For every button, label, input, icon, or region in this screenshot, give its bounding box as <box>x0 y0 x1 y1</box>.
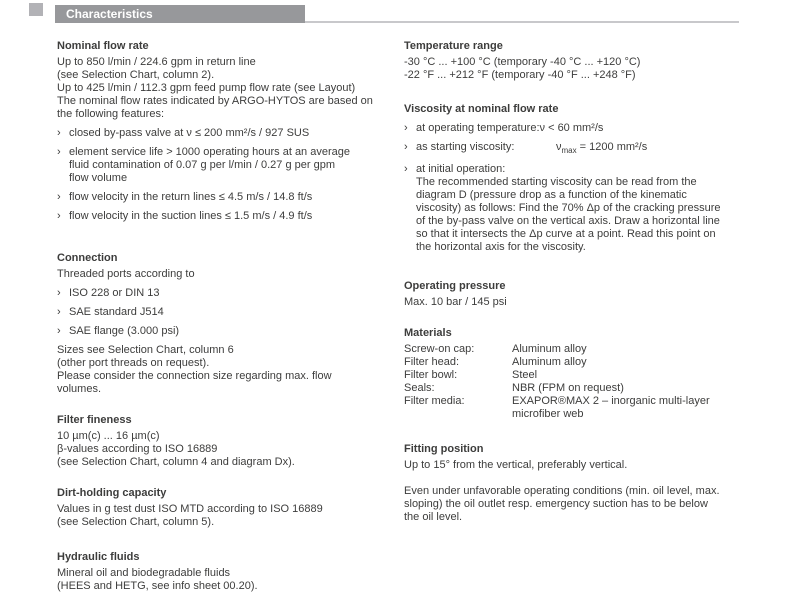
bullet-marker: › <box>57 210 61 222</box>
bullet-item <box>57 127 373 140</box>
bullet-marker: › <box>57 146 61 158</box>
section-heading: Operating pressure <box>404 280 506 292</box>
bullet-marker: › <box>57 306 61 318</box>
materials-value: Aluminum alloy <box>512 343 587 355</box>
text-line: viscosity) as follows: Find the 70% Δp of the cracking pressure <box>416 202 721 215</box>
viscosity-value: ν < 60 mm²/s <box>539 122 604 134</box>
materials-row <box>404 382 710 395</box>
section-temperature-range <box>404 40 640 82</box>
section-connection <box>57 252 332 396</box>
section-operating-pressure <box>404 280 507 309</box>
section-heading: Dirt-holding capacity <box>57 487 167 499</box>
text-line: Max. 10 bar / 145 psi <box>404 296 507 308</box>
bullet-marker: › <box>57 325 61 337</box>
section-heading: Nominal flow rate <box>57 40 149 52</box>
bullet-item <box>57 191 373 204</box>
text-line: Even under unfavorable operating conditions (min. oil level, max. <box>404 485 720 497</box>
materials-label: Screw-on cap: <box>404 343 475 355</box>
materials-label: Filter media: <box>404 395 465 407</box>
bullet-marker: › <box>404 163 408 176</box>
text-line: Threaded ports according to <box>57 268 195 280</box>
bullet-marker: › <box>404 141 408 153</box>
section-title-bar <box>55 5 305 23</box>
section-heading: Connection <box>57 252 118 264</box>
bullet-item <box>57 325 332 338</box>
bullet-text: closed by-pass valve at ν ≤ 200 mm²/s / 927 SUS <box>69 127 310 139</box>
paragraph <box>57 344 332 396</box>
bullet-text: ISO 228 or DIN 13 <box>69 287 160 299</box>
materials-row <box>404 395 710 421</box>
bullet-marker: › <box>404 122 408 134</box>
bullet-item <box>404 122 720 135</box>
section-heading: Filter fineness <box>57 414 132 426</box>
text-line: Up to 15° from the vertical, preferably vertical. <box>404 459 628 471</box>
section-filter-fineness <box>57 414 295 469</box>
text-line: (see Selection Chart, column 2). <box>57 69 215 81</box>
page-title: Characteristics <box>66 7 153 21</box>
text-line: of the by-pass valve on the vertical axis. Draw a horizontal line <box>416 215 720 228</box>
materials-row <box>404 356 710 369</box>
text-line: 10 µm(c) ... 16 µm(c) <box>57 430 160 442</box>
section-fitting-position <box>404 443 720 524</box>
bullet-text: fluid contamination of 0.07 g per l/min / 0.27 g per gpm <box>69 159 335 171</box>
bullet-item <box>57 287 332 300</box>
bullet-marker: › <box>57 127 61 139</box>
bullet-marker: › <box>57 287 61 299</box>
nu-symbol: ν <box>556 141 562 153</box>
materials-value: microfiber web <box>512 408 584 420</box>
text-line: The nominal flow rates indicated by ARGO-HYTOS are based on <box>57 95 373 107</box>
section-nominal-flow-rate <box>57 40 373 223</box>
text-line: the oil level. <box>404 511 463 523</box>
nu-subscript: max <box>561 146 577 156</box>
text-line: Up to 850 l/min / 224.6 gpm in return line <box>57 56 256 68</box>
materials-label: Filter bowl: <box>404 369 458 381</box>
text-line: Up to 425 l/min / 112.3 gpm feed pump flow rate (see Layout) <box>57 82 356 94</box>
text-line: (other port threads on request). <box>57 357 210 369</box>
bullet-text: at initial operation: <box>416 163 506 176</box>
materials-value: EXAPOR®MAX 2 – inorganic multi-layer <box>512 395 710 407</box>
bullet-marker: › <box>57 191 61 203</box>
bullet-item <box>404 141 720 157</box>
text-line: volumes. <box>57 383 102 395</box>
text-line: -30 °C ... +100 °C (temporary -40 °C ... +120 °C) <box>404 56 641 68</box>
section-viscosity <box>404 103 720 254</box>
section-dirt-holding-capacity <box>57 487 323 529</box>
text-line: diagram D (pressure drop as a function of the kinematic <box>416 189 687 202</box>
text-line: the horizontal axis for the viscosity. <box>416 241 586 254</box>
corner-square-decoration <box>29 3 43 16</box>
materials-value: Steel <box>512 369 538 381</box>
text-line: -22 °F ... +212 °F (temporary -40 °F ... +248 °F) <box>404 69 636 81</box>
text-line: (see Selection Chart, column 5). <box>57 516 215 528</box>
section-heading: Temperature range <box>404 40 503 52</box>
bullet-text <box>416 141 647 157</box>
text-line: sloping) the oil outlet resp. emergency suction has to be below <box>404 498 708 510</box>
bullet-text: SAE standard J514 <box>69 306 164 318</box>
text-line: so that it intersects the Δp curve at a point. Read this point on <box>416 228 716 241</box>
text-line: The recommended starting viscosity can be read from the <box>416 176 697 189</box>
section-heading: Viscosity at nominal flow rate <box>404 103 559 115</box>
materials-value: NBR (FPM on request) <box>512 382 624 394</box>
materials-row <box>404 369 710 382</box>
text-line: Please consider the connection size regarding max. flow <box>57 370 332 382</box>
text-line: Sizes see Selection Chart, column 6 <box>57 344 234 356</box>
text-line: the following features: <box>57 108 165 120</box>
bullet-item <box>57 306 332 319</box>
paragraph <box>404 485 720 524</box>
section-heading: Materials <box>404 327 452 339</box>
text-line: Values in g test dust ISO MTD according to ISO 16889 <box>57 503 323 515</box>
bullet-item <box>57 146 373 185</box>
section-materials <box>404 327 710 421</box>
bullet-text: flow velocity in the suction lines ≤ 1.5 m/s / 4.9 ft/s <box>69 210 313 222</box>
bullet-text: flow volume <box>69 172 128 184</box>
bullet-text <box>416 122 603 135</box>
materials-row <box>404 343 710 356</box>
section-hydraulic-fluids <box>57 551 258 593</box>
bullet-item <box>404 163 720 254</box>
viscosity-label: as starting viscosity: <box>416 141 515 153</box>
viscosity-label: at operating temperature: <box>416 122 540 134</box>
text-line: (HEES and HETG, see info sheet 00.20). <box>57 580 258 592</box>
text-line: (see Selection Chart, column 4 and diagram Dx). <box>57 456 295 468</box>
materials-label: Seals: <box>404 382 435 394</box>
materials-label: Filter head: <box>404 356 460 368</box>
bullet-item <box>57 210 373 223</box>
text-line: β-values according to ISO 16889 <box>57 443 218 455</box>
section-heading: Hydraulic fluids <box>57 551 140 563</box>
viscosity-value: = 1200 mm²/s <box>576 141 648 153</box>
bullet-text: flow velocity in the return lines ≤ 4.5 m/s / 14.8 ft/s <box>69 191 313 203</box>
section-heading: Fitting position <box>404 443 484 455</box>
header-rule <box>305 21 739 23</box>
materials-value: Aluminum alloy <box>512 356 587 368</box>
bullet-text: element service life > 1000 operating hours at an average <box>69 146 350 158</box>
text-line: Mineral oil and biodegradable fluids <box>57 567 231 579</box>
bullet-text: SAE flange (3.000 psi) <box>69 325 180 337</box>
